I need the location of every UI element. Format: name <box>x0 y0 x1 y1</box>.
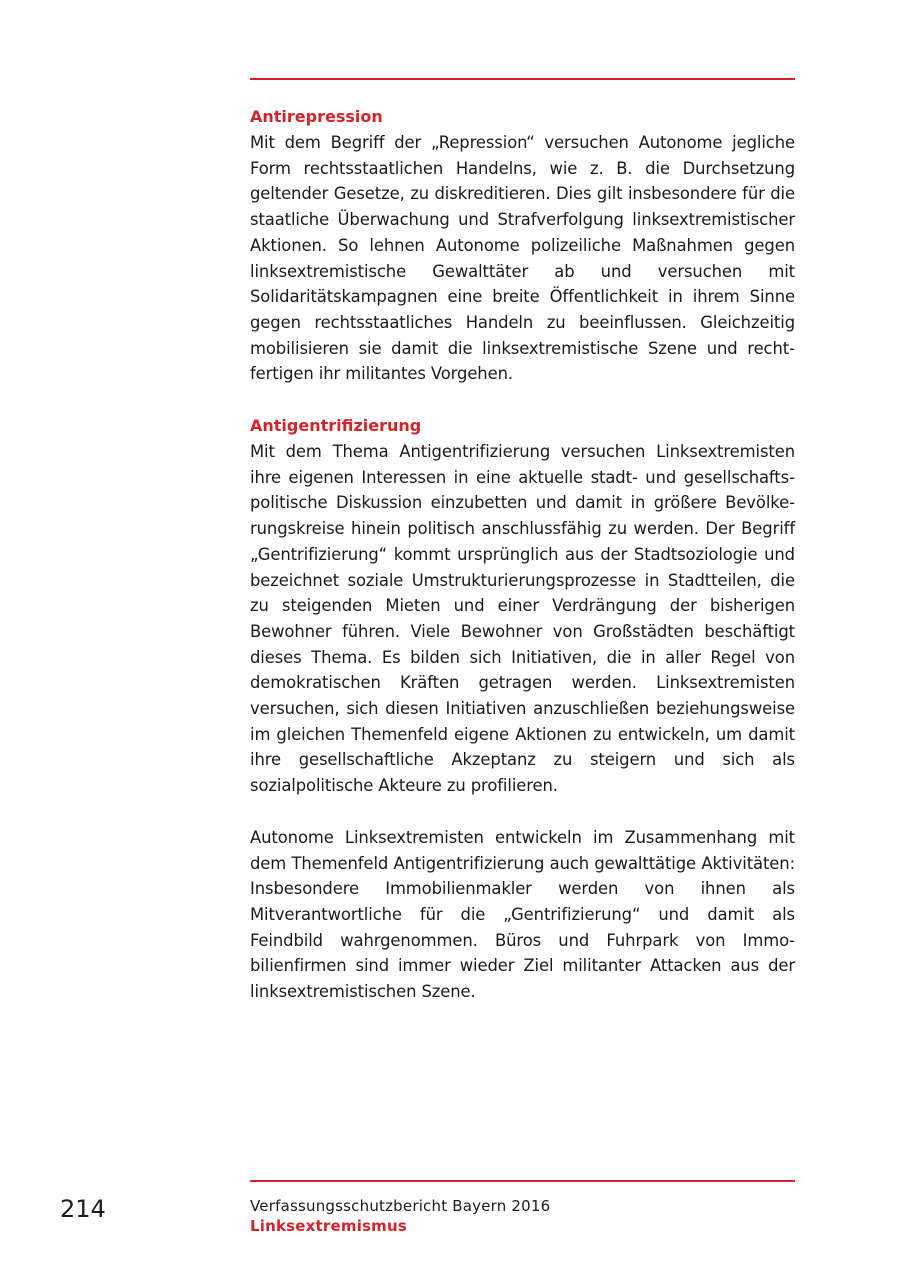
section-paragraph: Mit dem Begriff der „Repression“ versuchen Autonome jegliche Form rechtsstaatlichen Handelns, wie z. B. die Durchsetzung geltender Gesetze, zu diskreditieren. Dies gilt insbesondere für die staatliche Überwachung und Strafverfolgung linksextremistischer Aktionen. So lehnen Autonome polizeiliche Maßnahmen gegen linksextremistische Gewalttäter ab und versuchen mit Solidaritätskampagnen eine breite Öffentlichkeit in ihrem Sinne gegen rechtsstaatliches Handeln zu beeinflussen. Gleichzeitig mobilisieren sie damit die linksextremistische Szene und rechtfertigen ihr militantes Vorgehen. <box>250 133 795 384</box>
footer-rule <box>250 1180 795 1182</box>
section-spacer <box>250 387 795 413</box>
section-paragraph: Mit dem Thema Antigentrifizierung versuchen Linksextremisten ihre eigenen Interessen in eine aktuelle stadt- und gesellschaftspolitische Diskussion einzubetten und damit in größere Bevölkerungskreise hinein politisch anschlussfähig zu werden. Der Begriff „Gentrifizierung“ kommt ursprünglich aus der Stadtsoziologie und bezeichnet soziale Umstrukturierungsprozesse in Stadtteilen, die zu steigenden Mieten und einer Verdrängung der bisherigen Bewohner führen. Viele Bewohner von Großstädten beschäftigt dieses Thema. Es bilden sich Initiativen, die in aller Regel von demokratischen Kräften getragen werden. Linksextremisten versuchen, sich diesen Initiativen anzuschließen beziehungsweise im gleichen Themenfeld eigene Aktionen zu entwickeln, um damit ihre gesellschaftliche Akzeptanz zu steigern und sich als sozialpolitische Akteure zu profilieren. <box>250 442 795 796</box>
section-heading: Antigentrifizierung <box>250 416 422 436</box>
section-heading: Antirepression <box>250 107 383 126</box>
main-content <box>250 104 795 1005</box>
chapter-title: Linksextremismus <box>250 1217 408 1235</box>
page-number: 214 <box>60 1195 106 1223</box>
header-rule <box>250 78 795 80</box>
report-title: Verfassungsschutzbericht Bayern 2016 <box>250 1197 551 1215</box>
section-paragraph: Autonome Linksextremisten entwickeln im Zusammenhang mit dem Themenfeld Antigentrifizierung auch gewalttätige Aktivitäten: Insbesondere Immobilienmakler werden von ihnen als Mitverantwortliche für die „Gentrifizierung“ und damit als Feindbild wahrgenommen. Büros und Fuhrpark von Immobilienfirmen sind immer wieder Ziel militanter Attacken aus der linksextremistischen Szene. <box>250 827 795 1002</box>
paragraph-spacer <box>250 799 795 825</box>
footer <box>250 1196 795 1236</box>
section-antirepression <box>250 104 795 387</box>
section-antigentrifizierung <box>250 413 795 1005</box>
